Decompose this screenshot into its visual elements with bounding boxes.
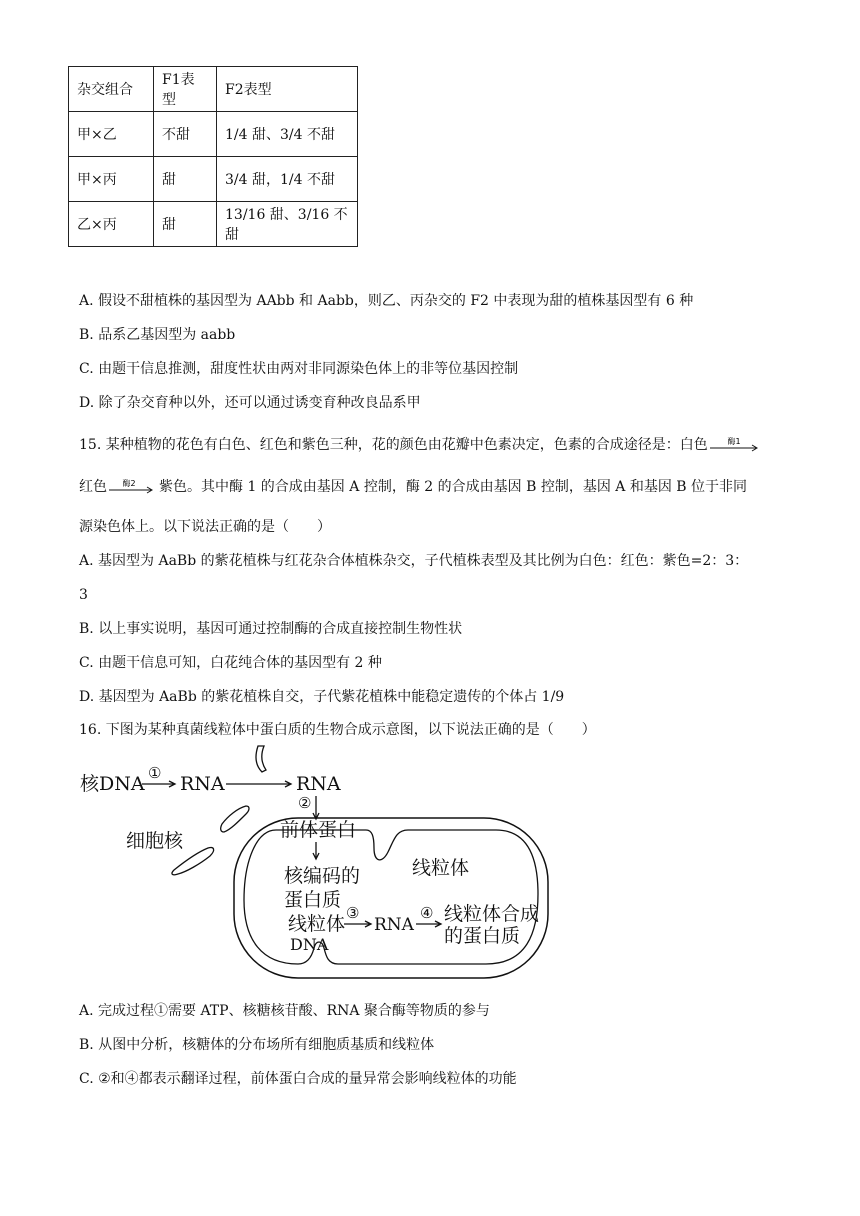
nucleus-label: 细胞核 [126,830,184,852]
q15-option-a: A. 基因型为 AaBb 的紫花植株与红花杂合体植株杂交，子代植株表型及其比例为白色：红色：紫色=2：3： [79,553,749,569]
q16-stem: 16. 下图为某种真菌线粒体中蛋白质的生物合成示意图，以下说法正确的是（ ） [79,722,596,738]
table-cell: 甜 [154,202,217,247]
mt-dna-label-1: 线粒体 [288,913,346,935]
nuclear-encoded-protein-label-1: 核编码的 [284,865,361,887]
q15-stem-line2 [79,478,747,496]
enzyme2-label: 酶2 [122,479,136,488]
q16-option-c: C. ②和④都表示翻译过程，前体蛋白合成的量异常会影响线粒体的功能 [79,1071,517,1087]
table-row [69,157,358,202]
q15-option-a-cont: 3 [79,587,88,603]
rna3-label: RNA [374,915,414,935]
table-row [69,112,358,157]
q14-option-a: A. 假设不甜植株的基因型为 AAbb 和 Aabb，则乙、丙杂交的 F2 中表现为甜的植株基因型有 6 种 [79,293,694,309]
step4-label: ④ [420,904,434,922]
q16-option-a: A. 完成过程①需要 ATP、核糖核苷酸、RNA 聚合酶等物质的参与 [79,1003,490,1019]
table-header-cell: F2表型 [217,67,358,112]
rna2-label: RNA [296,773,341,795]
nuclear-encoded-protein-label-2: 蛋白质 [284,889,342,911]
mt-dna-label-2: DNA [290,935,329,954]
table-cell: 13/16 甜、3/16 不甜 [217,202,358,247]
q14-option-b: B. 品系乙基因型为 aabb [79,327,236,343]
mitochondrion-outer-membrane [234,818,548,978]
q15-stem-text: 15. 某种植物的花色有白色、红色和紫色三种，花的颜色由花瓣中色素决定，色素的合成途径是：白色 [79,437,708,453]
table-header-row [69,67,358,112]
mitochondrion-label: 线粒体 [412,857,470,879]
rna1-label: RNA [180,773,225,795]
q15-purple-text: 紫色。其中酶 1 的合成由基因 A 控制，酶 2 的合成由基因 B 控制，基因 A 和基因 B 位于非同 [159,479,748,495]
enzyme1-label: 酶1 [727,437,741,446]
precursor-protein-label: 前体蛋白 [280,819,357,841]
table-cell: 1/4 甜、3/4 不甜 [217,112,358,157]
mitochondria-protein-synthesis-diagram [76,744,556,982]
enzyme1-arrow-icon [708,436,760,454]
table-cell: 3/4 甜，1/4 不甜 [217,157,358,202]
table-cell: 甲×乙 [69,112,154,157]
mt-protein-label-1: 线粒体合成 [444,903,540,925]
nuclear-pore-shape [256,746,266,772]
q15-option-d: D. 基因型为 AaBb 的紫花植株自交，子代紫花植株中能稳定遗传的个体占 1/9 [79,689,565,705]
q15-option-b: B. 以上事实说明，基因可通过控制酶的合成直接控制生物性状 [79,621,463,637]
step3-label: ③ [346,904,360,922]
q15-stem-line1 [79,436,760,454]
mt-protein-label-2: 的蛋白质 [444,925,521,947]
enzyme2-arrow-icon [107,478,159,496]
q15-red-text: 红色 [79,479,107,495]
q16-option-b: B. 从图中分析，核糖体的分布场所有细胞质基质和线粒体 [79,1037,435,1053]
table-header-cell: 杂交组合 [69,67,154,112]
nuclear-envelope-shape [221,806,249,832]
nuclear-dna-label: 核DNA [80,773,145,795]
q15-stem-line3: 源染色体上。以下说法正确的是（ ） [79,519,331,535]
cross-table [68,66,358,247]
q14-option-c: C. 由题干信息推测，甜度性状由两对非同源染色体上的非等位基因控制 [79,361,519,377]
table-cell: 乙×丙 [69,202,154,247]
step2-label: ② [298,794,312,812]
q14-option-d: D. 除了杂交育种以外，还可以通过诱变育种改良品系甲 [79,395,421,411]
table-cell: 不甜 [154,112,217,157]
table-cell: 甲×丙 [69,157,154,202]
table-row [69,202,358,247]
step1-label: ① [148,764,162,782]
q15-option-c: C. 由题干信息可知，白花纯合体的基因型有 2 种 [79,655,382,671]
table-header-cell: F1表型 [154,67,217,112]
table-cell: 甜 [154,157,217,202]
